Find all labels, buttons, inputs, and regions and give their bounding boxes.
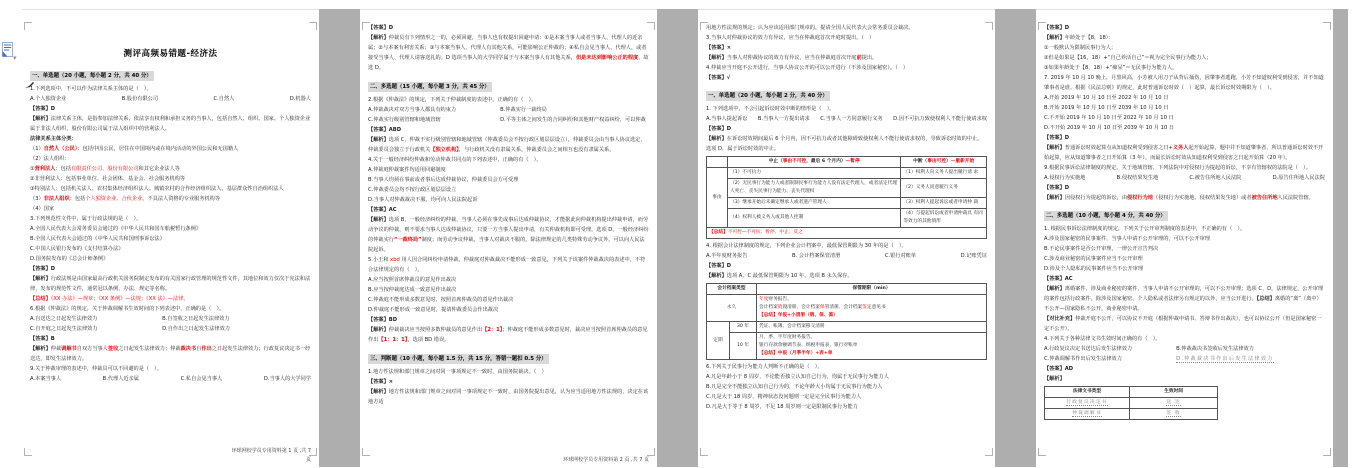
section-header bbox=[706, 91, 987, 101]
doc-table bbox=[706, 283, 987, 360]
table-cell: 法律文书类型 bbox=[1045, 387, 1130, 398]
margin-mark bbox=[362, 448, 370, 456]
margin-mark bbox=[647, 22, 655, 30]
doc-line: 【解析】选项 A、C 最低保管期限为 10 年，选项 B 永久保存。 bbox=[706, 273, 853, 279]
table-cell: （4）与提起诉讼或者申请仲裁具 有同等效力的其他情形 bbox=[901, 209, 987, 228]
table-cell: （1）权利人向义务人提出履行请 求 bbox=[901, 168, 987, 179]
doc-line: C.仲裁庭不能形成多数意见时，按照首席仲裁员的意见作出裁决 bbox=[368, 297, 514, 303]
doc-line: C.凡是大于 18 周岁，精神状态没问题则一定是完全民事行为能力人 bbox=[706, 394, 862, 400]
option: C.私自会见当事人 bbox=[180, 376, 223, 382]
table-cell: 10 年 bbox=[730, 333, 757, 360]
table-cell: （2）义务人同意履行义务 bbox=[901, 179, 987, 198]
option: C.仲裁实行级别管辖和地域管辖 bbox=[368, 117, 441, 123]
options-row bbox=[30, 374, 311, 384]
spacer bbox=[1044, 203, 1325, 208]
doc-line: 【解析】年龄处于【8，18）： bbox=[1044, 35, 1114, 41]
margin-mark bbox=[309, 448, 317, 456]
doc-line: 3.下列规范性文件中，属于行政法规的是（ ）。 bbox=[30, 216, 142, 222]
doc-line: 4.仲裁应当开庭不公开进行，当事人协议公开的可以公开进行（不涉及国家秘密）。（ ） bbox=[706, 65, 909, 71]
doc-line: 【解析】 bbox=[1044, 376, 1065, 382]
doc-line: A.全国人民代表大会常务委员会通过的《中华人民共和国车船税暂行条例》 bbox=[30, 226, 202, 232]
doc-line: B.凡是完全不能独立认知自己行为的，不论年龄大小均属于无民事行为能力人 bbox=[706, 384, 883, 390]
option: C.自开庭之日起发生法律效力 bbox=[30, 326, 98, 332]
doc-line: A.凡是年龄小于 8 周岁，不论能否独立认知自己行为，均属于无民事行为能力人 bbox=[706, 374, 889, 380]
option: B. 会计档案保管清册 bbox=[791, 253, 841, 259]
doc-line: B.应当按仲裁庭达成一致意见作出裁决 bbox=[368, 287, 457, 293]
doc-line: 【答案】× bbox=[368, 379, 394, 385]
option: A.侵权行为实施地 bbox=[1044, 175, 1086, 181]
option: D.当事人的大学同学 bbox=[263, 376, 311, 382]
table-cell: （1）不可抗力 bbox=[728, 168, 901, 179]
doc-line: 【总结】《XX 办法》—规章；《XX 条例》—法规；《XX 法》—法律。 bbox=[30, 296, 189, 302]
margin-mark bbox=[985, 22, 993, 30]
doc-line: 9.关于仲裁审理的表述中，仲裁员可以不回避的是（ ）。 bbox=[30, 366, 163, 372]
doc-line: 1.下列选项中，不可以作为法律关系主体的是（ ）。 bbox=[30, 86, 152, 92]
doc-line: D.当事人对仲裁裁决不服，均可向人民法院起诉 bbox=[368, 197, 478, 203]
table-cell: 送 达 bbox=[1130, 398, 1218, 409]
doc-line: 【对比补充】仲裁开庭不公开，可以协议不开庭（根据仲裁申请书、答辩书作出裁决），也可以协议公开（但是国家秘密一定不公开）。 bbox=[1044, 316, 1322, 332]
doc-line: 【答案】BD bbox=[368, 317, 398, 323]
page-4[interactable] bbox=[1036, 9, 1333, 468]
section-label: 一、单选题（20 小题，每小题 2 分，共 40 分） bbox=[708, 93, 828, 99]
doc-line: 【答案】D bbox=[706, 263, 732, 269]
page-content bbox=[1044, 23, 1325, 422]
page-3[interactable] bbox=[698, 9, 995, 468]
option: A.个人独资企业 bbox=[30, 96, 67, 102]
page-content bbox=[30, 23, 311, 384]
option: D.仲裁裁决书作出后发生法律效力 bbox=[1176, 356, 1274, 362]
page-1[interactable] bbox=[22, 9, 319, 468]
doc-line: C.仲裁委员会均不按行政区划层层设立 bbox=[368, 187, 457, 193]
options-row bbox=[1044, 354, 1325, 364]
options-row bbox=[1044, 173, 1325, 183]
section-header bbox=[30, 71, 311, 81]
doc-line: 1. 根据民事诉讼法律制度的规定，下列关于公开审判制度的表述中，不正确的有（ ）。 bbox=[1044, 226, 1246, 232]
margin-mark bbox=[24, 22, 32, 30]
table-cell bbox=[707, 157, 728, 168]
page-footer: 环球网校学员专用资料第 2 页 ,共 7 页 bbox=[563, 456, 649, 463]
margin-mark bbox=[1038, 448, 1046, 456]
doc-line: D.国务院发布的《总会计师条例》 bbox=[30, 256, 109, 262]
chevron-down-icon[interactable]: ▾ bbox=[13, 54, 17, 62]
page-footer: 环球网校学员专用资料第 1 页 ,共 7 页 bbox=[231, 448, 311, 463]
option: B.仲裁裁决书签收后发生法律效力 bbox=[1176, 346, 1254, 352]
options-row bbox=[706, 114, 987, 124]
doc-line: D.不开始 2019 年 10 月 10 日至 2039 年 10 月 10 日 bbox=[1044, 125, 1175, 131]
option: D.因不可抗力致使权利人不能行使请求权 bbox=[893, 116, 987, 122]
options-row bbox=[368, 115, 649, 125]
doc-line: ③特别法人：包括机关法人、农村集体经济组织法人、城镇农村的合作经济组织法人、基层群众性自治组织法人 bbox=[30, 186, 284, 192]
section-label: 一、单选题（20 小题，每小题 2 分，共 40 分） bbox=[32, 73, 152, 79]
doc-line: 【答案】D bbox=[30, 106, 56, 112]
option: A.行政复议决定书送达后发生法律效力 bbox=[1044, 346, 1133, 352]
margin-mark bbox=[1323, 22, 1331, 30]
options-row bbox=[30, 324, 311, 334]
doc-line: 用地方性法规的规定；认为应该适用部门规章的，提请全国人民代表大会常务委员会裁决。 bbox=[706, 25, 914, 31]
doc-line: A.开始 2019 年 10 月 10 日至 2022 年 10 月 10 日 bbox=[1044, 95, 1169, 101]
table-cell: 行政复议决定书 bbox=[1045, 398, 1130, 409]
margin-mark bbox=[700, 22, 708, 30]
doc-line: 【答案】D bbox=[1044, 25, 1070, 31]
options-row bbox=[706, 251, 987, 261]
doc-line: ①一般默认为限制民事行为人； bbox=[1044, 45, 1117, 51]
section-label: 二、多选题（15 小题，每小题 3 分，共 45 分） bbox=[370, 84, 490, 90]
doc-line: 7. 2019 年 10 月 10 晚上，月黑风高，小芳被人用刀子从背后捅伤，因肇事者逃跑，小芳不知道权利受到侵害，并不知道肇事者是谁。根据《民法总则》的规定，此时普通诉讼时效（ ）起算，最长诉讼时效期限为（ ）。 bbox=[1044, 75, 1324, 91]
option: B.代理人近亲属 bbox=[102, 376, 139, 382]
option: A.仲裁裁决对双方当事人都具有约束力 bbox=[368, 107, 457, 113]
pen-icon bbox=[25, 73, 34, 92]
doc-line: ①营利法人：包括有限责任公司、股份有限公司和其它企业法人等 bbox=[30, 166, 180, 172]
table-cell: 事由 bbox=[707, 168, 728, 228]
options-row bbox=[30, 94, 311, 104]
doc-line: 4.关于一般经济纠纷仲裁和劳动仲裁共同点的下列表述中，正确的有（ ）。 bbox=[368, 157, 542, 163]
left-rail bbox=[0, 0, 22, 467]
doc-line: B.当事人均须在事前或者事后达成仲裁协议，仲裁委员会方可受理 bbox=[368, 177, 519, 183]
doc-line: B.开始 2019 年 10 月 10 日至 2039 年 10 月 10 日 bbox=[1044, 105, 1169, 111]
doc-line: 2.根据《仲裁法》的规定，下列关于仲裁制度的表述中，正确的有（ ）。 bbox=[368, 97, 537, 103]
option: C.自然人 bbox=[213, 96, 235, 102]
doc-line: 【答案】AC bbox=[368, 207, 397, 213]
doc-line: C.中国人民银行发布的《支付结算办法》 bbox=[30, 246, 124, 252]
section-label: 二、多选题（10 小题，每小题 4 分，共 40 分） bbox=[1046, 213, 1166, 219]
document-icon[interactable] bbox=[1, 42, 13, 61]
option: C.银行对账单 bbox=[884, 253, 917, 259]
options-row bbox=[368, 105, 649, 115]
option: C.被告住所地人民法院 bbox=[1189, 175, 1242, 181]
option: D.平等主体之间发生的合同纠纷和其他财产权益纠纷，可以仲裁 bbox=[500, 117, 646, 123]
option: B.自签收之日起发生法律效力 bbox=[162, 316, 230, 322]
table-cell: （3）权利人提起诉讼或者申请仲 裁 bbox=[901, 198, 987, 209]
doc-line: 【解析】仲裁调解书自双方当事人签收之日起发生法律效力；仲裁裁决书自作出之日起发生法律效力；行政复议决定书一经送达，即发生法律效力。 bbox=[30, 346, 311, 362]
doc-line: B.全国人民代表大会通过的《中华人民共和国刑事诉讼法》 bbox=[30, 236, 165, 242]
doc-line: B.不论民事案件是否公开审理，一律公开宣告判决 bbox=[1044, 246, 1159, 252]
doc-line: 【答案】B bbox=[30, 336, 55, 342]
doc-line: 6.下列关于民事行为能力人判断不正确的是（ ）。 bbox=[706, 364, 823, 370]
doc-line: C.不开始 2019 年 10 月 10 日至 2022 年 10 月 10 日 bbox=[1044, 115, 1174, 121]
doc-line: 【答案】√ bbox=[706, 75, 731, 81]
margin-mark bbox=[985, 448, 993, 456]
doc-line: 【解析】普通诉讼时效起算点从知道权利受到侵害之日+义务人起开始起算，题中并不知道肇事者，所以普通诉讼时效不开始起算，应从知道肇事者之日开始算（3 年）。而最长诉讼时效从知道权利受到侵害之日起开始算（20 年）。 bbox=[1044, 145, 1324, 161]
doc-line: 【答案】D bbox=[30, 266, 56, 272]
option: A.半年度财务报告 bbox=[706, 253, 748, 259]
doc-line: 1. 下列选项中，不会引起诉讼时效中断的情形是（ ）。 bbox=[706, 106, 835, 112]
option: B.当事人一方提出请求 bbox=[757, 116, 810, 122]
doc-line: 【解析】当事人对仲裁协议的效力有异议，应当在仲裁庭首次开庭前提出。 bbox=[706, 55, 878, 61]
doc-table bbox=[1044, 386, 1218, 420]
table-cell: 生效时间 bbox=[1130, 387, 1218, 398]
doc-line: 6.根据《仲裁法》的规定，关于仲裁调解书生效时间的下列表述中，正确的是（ ）。 bbox=[30, 306, 225, 312]
margin-mark bbox=[647, 448, 655, 456]
doc-line: 【解析】行政法规是由国家最高行政机关国务院制定发布的有关国家行政管理的规范性文件，其地位和效力仅次于宪法和法律，发布的规范性文件，通常冠以条例、办法、规定等名称。 bbox=[30, 276, 311, 292]
spacer bbox=[368, 73, 649, 79]
doc-line: （3）非法人组织：包括个人独资企业、合伙企业、不具法人资格的专业服务机构等 bbox=[30, 196, 221, 202]
doc-line: 4. 根据会计法律制度的规定，下列企业会计档案中，最低保管期限为 30 年的是（ ）。 bbox=[706, 243, 907, 249]
doc-line: 法律关系主体分类： bbox=[30, 136, 77, 142]
doc-line: 5.小王和 xbd 用人因合同纠纷申请仲裁，仲裁庭对仲裁裁决不能形成一致意见，下列关于该案件仲裁裁决的表述中，不符合法律规定的有（ ）。 bbox=[368, 257, 646, 273]
table-cell: 月、季、半年度财务报告。 银行存款余额调节表、纳税申报表、银行对账单 【总结】中报（月季半年）+表+单 bbox=[757, 333, 987, 360]
option: B.侵权结果发生地 bbox=[1116, 175, 1159, 181]
option: C.仲裁调解书作出后发生法律效力 bbox=[1044, 356, 1122, 362]
doc-line: D.涉及个人隐私的民事案件应当不公开审理 bbox=[1044, 266, 1144, 272]
doc-line: 【答案】AC bbox=[1044, 276, 1073, 282]
page-content bbox=[368, 23, 649, 407]
section-label: 三、判断题（10 小题，每小题 1.5 分，共 15 分，答错一题扣 0.5 分） bbox=[370, 356, 547, 362]
margin-mark bbox=[1038, 22, 1046, 30]
doc-line: 【答案】ABD bbox=[368, 127, 402, 133]
doc-line: 【解析】法律关系主体，是指参加法律关系，依法享有权利和承担义务的当事人，包括自然人、组织、国家。个人独资企业属于非法人组织，股份有限公司属于法人组织中的营利法人。 bbox=[30, 116, 311, 132]
doc-line: （2）法人组织： bbox=[30, 156, 70, 162]
table-cell: 会计档案类型 bbox=[707, 284, 757, 295]
table-cell: 中止（事由不可控，最后 6 个月内）—暂停 bbox=[728, 157, 901, 168]
table-cell: 保管期限（min） bbox=[757, 284, 987, 295]
doc-line: （4）国家 bbox=[30, 206, 55, 212]
doc-line: 【答案】AD bbox=[1044, 366, 1074, 372]
table-cell: 30 年 bbox=[730, 322, 757, 333]
doc-line: 【答案】D bbox=[1044, 185, 1070, 191]
spacer bbox=[706, 83, 987, 88]
option: D.机器人 bbox=[289, 96, 311, 102]
doc-line: 【答案】D bbox=[1044, 135, 1070, 141]
option: D.原告住所地人民法院 bbox=[1272, 175, 1325, 181]
doc-line: 【解析】离婚案件、涉及商业秘密的案件，当事人申请不公开审理的，可以不公开审理；选项 C、D，法律规定，公开审理的案件包括行政案件，除涉及国家秘密、个人隐私或者法律另有规定的以外，应当公开进行。【总结】离婚的“离”（离中）不公开—国家隐私不公开，商业秘密申请。 bbox=[1044, 286, 1324, 312]
doc-line: 【解析】选项 C，仲裁不实行级别管辖和地域管辖（仲裁委员会不按行政区划层层设立），仲裁委员会由当事人协议选定，仲裁委员会独立于行政机关【独立机构】，与行政机关没有隶属关系。仲裁委员会之间相互也没有隶属关系。 bbox=[368, 137, 646, 153]
option: A.本案当事人 bbox=[30, 376, 62, 382]
table-cell: 仲裁调解书 bbox=[1045, 409, 1130, 420]
table-cell: （3）继承开始后未确定继承人或者遗产管理人 bbox=[728, 198, 901, 209]
section-header bbox=[1044, 211, 1325, 221]
doc-line: C.涉及商业秘密的民事案件应当不公开审理 bbox=[1044, 256, 1143, 262]
doc-line: D.凡是大于等于 8 周岁，不足 18 周岁则一定是限制民事行为能力 bbox=[706, 404, 858, 410]
table-cell: 【总结】不可控—不可抗；暂停、中止；反之 bbox=[707, 228, 987, 239]
margin-mark bbox=[309, 22, 317, 30]
doc-line: 【解析】选项 B，一般经济纠纷的仲裁，当事人必须在事先或事后达成仲裁协议，才能据此向仲裁机构提出仲裁申请，而劳动争议的仲裁，则不要求当事人达成仲裁协议，只要一方当事人提出申请，有关仲裁机构即可受理。选项 D，一般经济纠纷的仲裁实行“一裁终局”制度；而劳动争议仲裁，当事人对裁决不服的，除法律规定的几类特殊劳动争议外，可以向人民法院起诉。 bbox=[368, 217, 649, 253]
table-cell: （2）无民事行为能力人或者限制民事行为能力人没有法定代理人，或者法定代理人死亡、丧失民事行为能力、丧失代理权 bbox=[728, 179, 901, 198]
doc-line: 9.根据民事诉讼法律制度的规定，关于地域管辖，下列法院中对侵权行为提起的诉讼，不享有管辖权的法院是（ ）。 bbox=[1044, 165, 1311, 171]
doc-line: 1.地方性法规和部门规章之间对同一事项规定不一致时，由国务院裁决。（ ） bbox=[368, 369, 547, 375]
option: A.自送达之日起发生法律效力 bbox=[30, 316, 98, 322]
page-content bbox=[706, 23, 987, 412]
doc-line: 【答案】D bbox=[368, 25, 394, 31]
doc-table bbox=[706, 156, 987, 239]
doc-line: A.涉及国家秘密的民事案件，当事人申请不公开审理的，可以不公开审理 bbox=[1044, 236, 1210, 242]
table-cell: 签 收 bbox=[1130, 409, 1218, 420]
options-row bbox=[30, 314, 311, 324]
doc-line: （1）自然人（公民）：包括中国公民，居住在中国境内或在境内活动的外国公民和无国籍人 bbox=[30, 146, 239, 152]
doc-line: A.仲裁庭仲裁案件均适用回避制度 bbox=[368, 167, 446, 173]
table-cell: 定期 bbox=[707, 322, 730, 360]
doc-line: 【答案】× bbox=[706, 45, 732, 51]
doc-line: 【答案】D bbox=[706, 126, 732, 132]
doc-line: 【解析】在诉讼时效期间最后 6 个月内，因不可抗力或者其他障碍致使权利人不能行使请求权的，导致诉讼时效的中止。选项 D，属于诉讼时效的中止。 bbox=[706, 136, 983, 152]
doc-line: ②但是如果是【16，18）+“自己养活自己”＝视为完全民事行为能力人； bbox=[1044, 55, 1212, 61]
option: C.当事人一方同意履行义务 bbox=[820, 116, 883, 122]
section-header bbox=[368, 82, 649, 92]
margin-mark bbox=[1323, 448, 1331, 456]
option: B.股份有限公司 bbox=[121, 96, 159, 102]
doc-line: ②非营利法人：包括事业单位、社会团体、基金会、社会服务机构等 bbox=[30, 176, 186, 182]
doc-line: 4.下列关于各种法律文书生效时间正确的有（ ）。 bbox=[1044, 336, 1161, 342]
doc-title: 测评高频易错题-经济法 bbox=[123, 49, 218, 59]
doc-line: 【解析】因侵权行为提起的诉讼，由侵权行为地（侵权行为实施地、侵权结果发生地）或者被告住所地人民法院管辖。 bbox=[1044, 195, 1314, 201]
margin-mark bbox=[362, 22, 370, 30]
table-cell: 凭证、账簿、会计档案移交清册 bbox=[757, 322, 987, 333]
page-2[interactable] bbox=[360, 9, 657, 468]
doc-line: ③如果年龄处于【8，18）+“痴呆”＝无民事行为能力人。 bbox=[1044, 65, 1178, 71]
option: D.记账凭证 bbox=[960, 253, 987, 259]
margin-mark bbox=[24, 448, 32, 456]
doc-line: A.应当按照首席仲裁员的意见作出裁决 bbox=[368, 277, 457, 283]
option: A.当事人提起诉讼 bbox=[706, 116, 748, 122]
margin-mark bbox=[700, 448, 708, 456]
table-cell: （4）权利人被义务人或其他人控制 bbox=[728, 209, 901, 228]
spacer bbox=[368, 345, 649, 351]
table-cell: 永久 bbox=[707, 295, 757, 322]
doc-line: 【解析】仲裁员有下列情形之一的，必须回避，当事人也有权提出回避申请：①是本案当事人或者当事人、代理人的近亲属；②与本案有利害关系；③与本案当事人、代理人有其他关系，可能影响公正仲裁的；④私自会见当事人、代理人，或者接受当事人、代理人请客送礼的。D 选项当事人的大学同学属于与本案当事人有其他关系，但是未达到影响公正的程度，故选 D。 bbox=[368, 35, 649, 71]
option: D.自作出之日起发生法律效力 bbox=[162, 326, 230, 332]
doc-line: 3.当事人对仲裁协议的效力有异议，应当在仲裁庭首次开庭时提出。（ ） bbox=[706, 35, 875, 41]
options-row bbox=[1044, 344, 1325, 354]
doc-line: 【解析】仲裁裁决应当按照多数仲裁员的意见作出【2：1】；仲裁庭不能形成多数意见时，裁决应当按照首席仲裁员的意见作出【1：1：1】，选项 BD 错误。 bbox=[368, 327, 648, 343]
option: B.仲裁实行一裁终局 bbox=[500, 107, 547, 113]
table-cell: 年度财务报告。 会计档案销毁清册、会计档案保管清册、会计档案鉴定意见书 【总结】年报+小清册（销、保、鉴） bbox=[757, 295, 987, 322]
section-header bbox=[368, 354, 649, 364]
doc-line: D.仲裁庭不能形成一致意见时，提请仲裁委员会作出裁决 bbox=[368, 307, 499, 313]
table-cell: 中断（事由可控）—重新开始 bbox=[901, 157, 987, 168]
doc-line: 【解析】地方性法规和部门规章之间对同一事项规定不一致时，由国务院提出意见，认为应当适用地方性法规的，决定在该地方适 bbox=[368, 389, 649, 405]
